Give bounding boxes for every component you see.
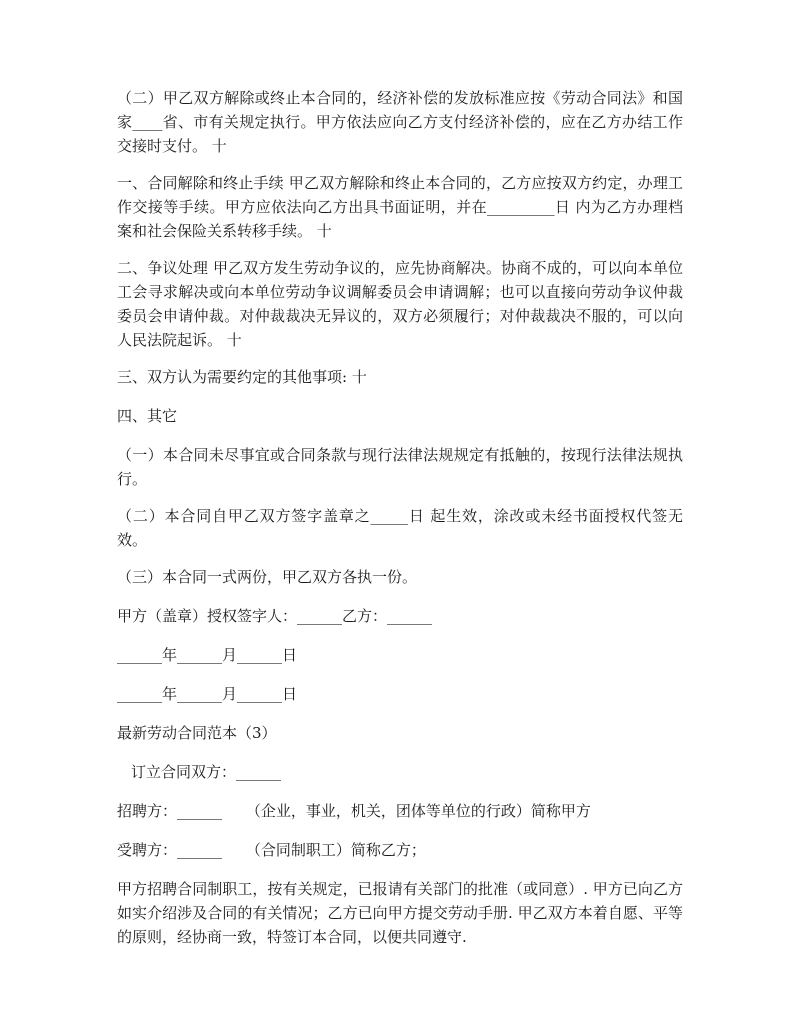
clause-compensation-standard: （二）甲乙双方解除或终止本合同的，经济补偿的发放标准应按《劳动合同法》和国家____省、市有关规定执行。甲方依法应向乙方支付经济补偿的，应在乙方办结工作交接时支付。 十: [117, 89, 683, 155]
clause-dispute-resolution: 二、争议处理 甲乙双方发生劳动争议的，应先协商解决。协商不成的，可以向本单位工会寻求解决或向本单位劳动争议调解委员会申请调解；也可以直接向劳动争议仲裁委员会申请仲裁。对仲裁裁决无异议的，双方必须履行；对仲裁裁决不服的，可以向人民法院起诉。 十: [117, 259, 683, 349]
clause-other-agreed-matters: 三、双方认为需要约定的其他事项: 十: [117, 368, 367, 386]
clause-effective-date: （二）本合同自甲乙双方签字盖章之_____日 起生效，涂改或未经书面授权代签无效。: [117, 507, 683, 549]
clause-copies: （三）本合同一式两份，甲乙双方各执一份。: [117, 568, 418, 586]
contract-parties-line: 订立合同双方：______: [131, 763, 282, 781]
section-title-template-3: 最新劳动合同范本（3）: [117, 724, 277, 742]
date-line-party-b: ______年______月______日: [117, 685, 298, 703]
employee-line: 受聘方：______ （合同制职工）简称乙方；: [117, 841, 426, 859]
signature-line: 甲方（盖章）授权签字人：______乙方：______: [117, 607, 433, 625]
section-heading-other: 四、其它: [117, 407, 178, 425]
clause-unresolved-matters: （一）本合同未尽事宜或合同条款与现行法律法规规定有抵触的，按现行法律法规执行。: [117, 446, 683, 488]
preamble-paragraph: 甲方招聘合同制职工，按有关规定，已报请有关部门的批准（或同意）. 甲方已向乙方如实介绍涉及合同的有关情况；乙方已向甲方提交劳动手册. 甲乙双方本着自愿、平等的原则，经协商一致，特签订本合同，以便共同遵守.: [117, 880, 683, 946]
clause-termination-procedures: 一、合同解除和终止手续 甲乙双方解除和终止本合同的，乙方应按双方约定，办理工作交接等手续。甲方应依法向乙方出具书面证明，并在_________日 内为乙方办理档案和社会保险关系转移手续。 十: [117, 174, 683, 240]
document-page: [117, 86, 683, 962]
employer-line: 招聘方：______ （企业，事业，机关，团体等单位的行政）简称甲方: [117, 802, 591, 820]
date-line-party-a: ______年______月______日: [117, 646, 298, 664]
